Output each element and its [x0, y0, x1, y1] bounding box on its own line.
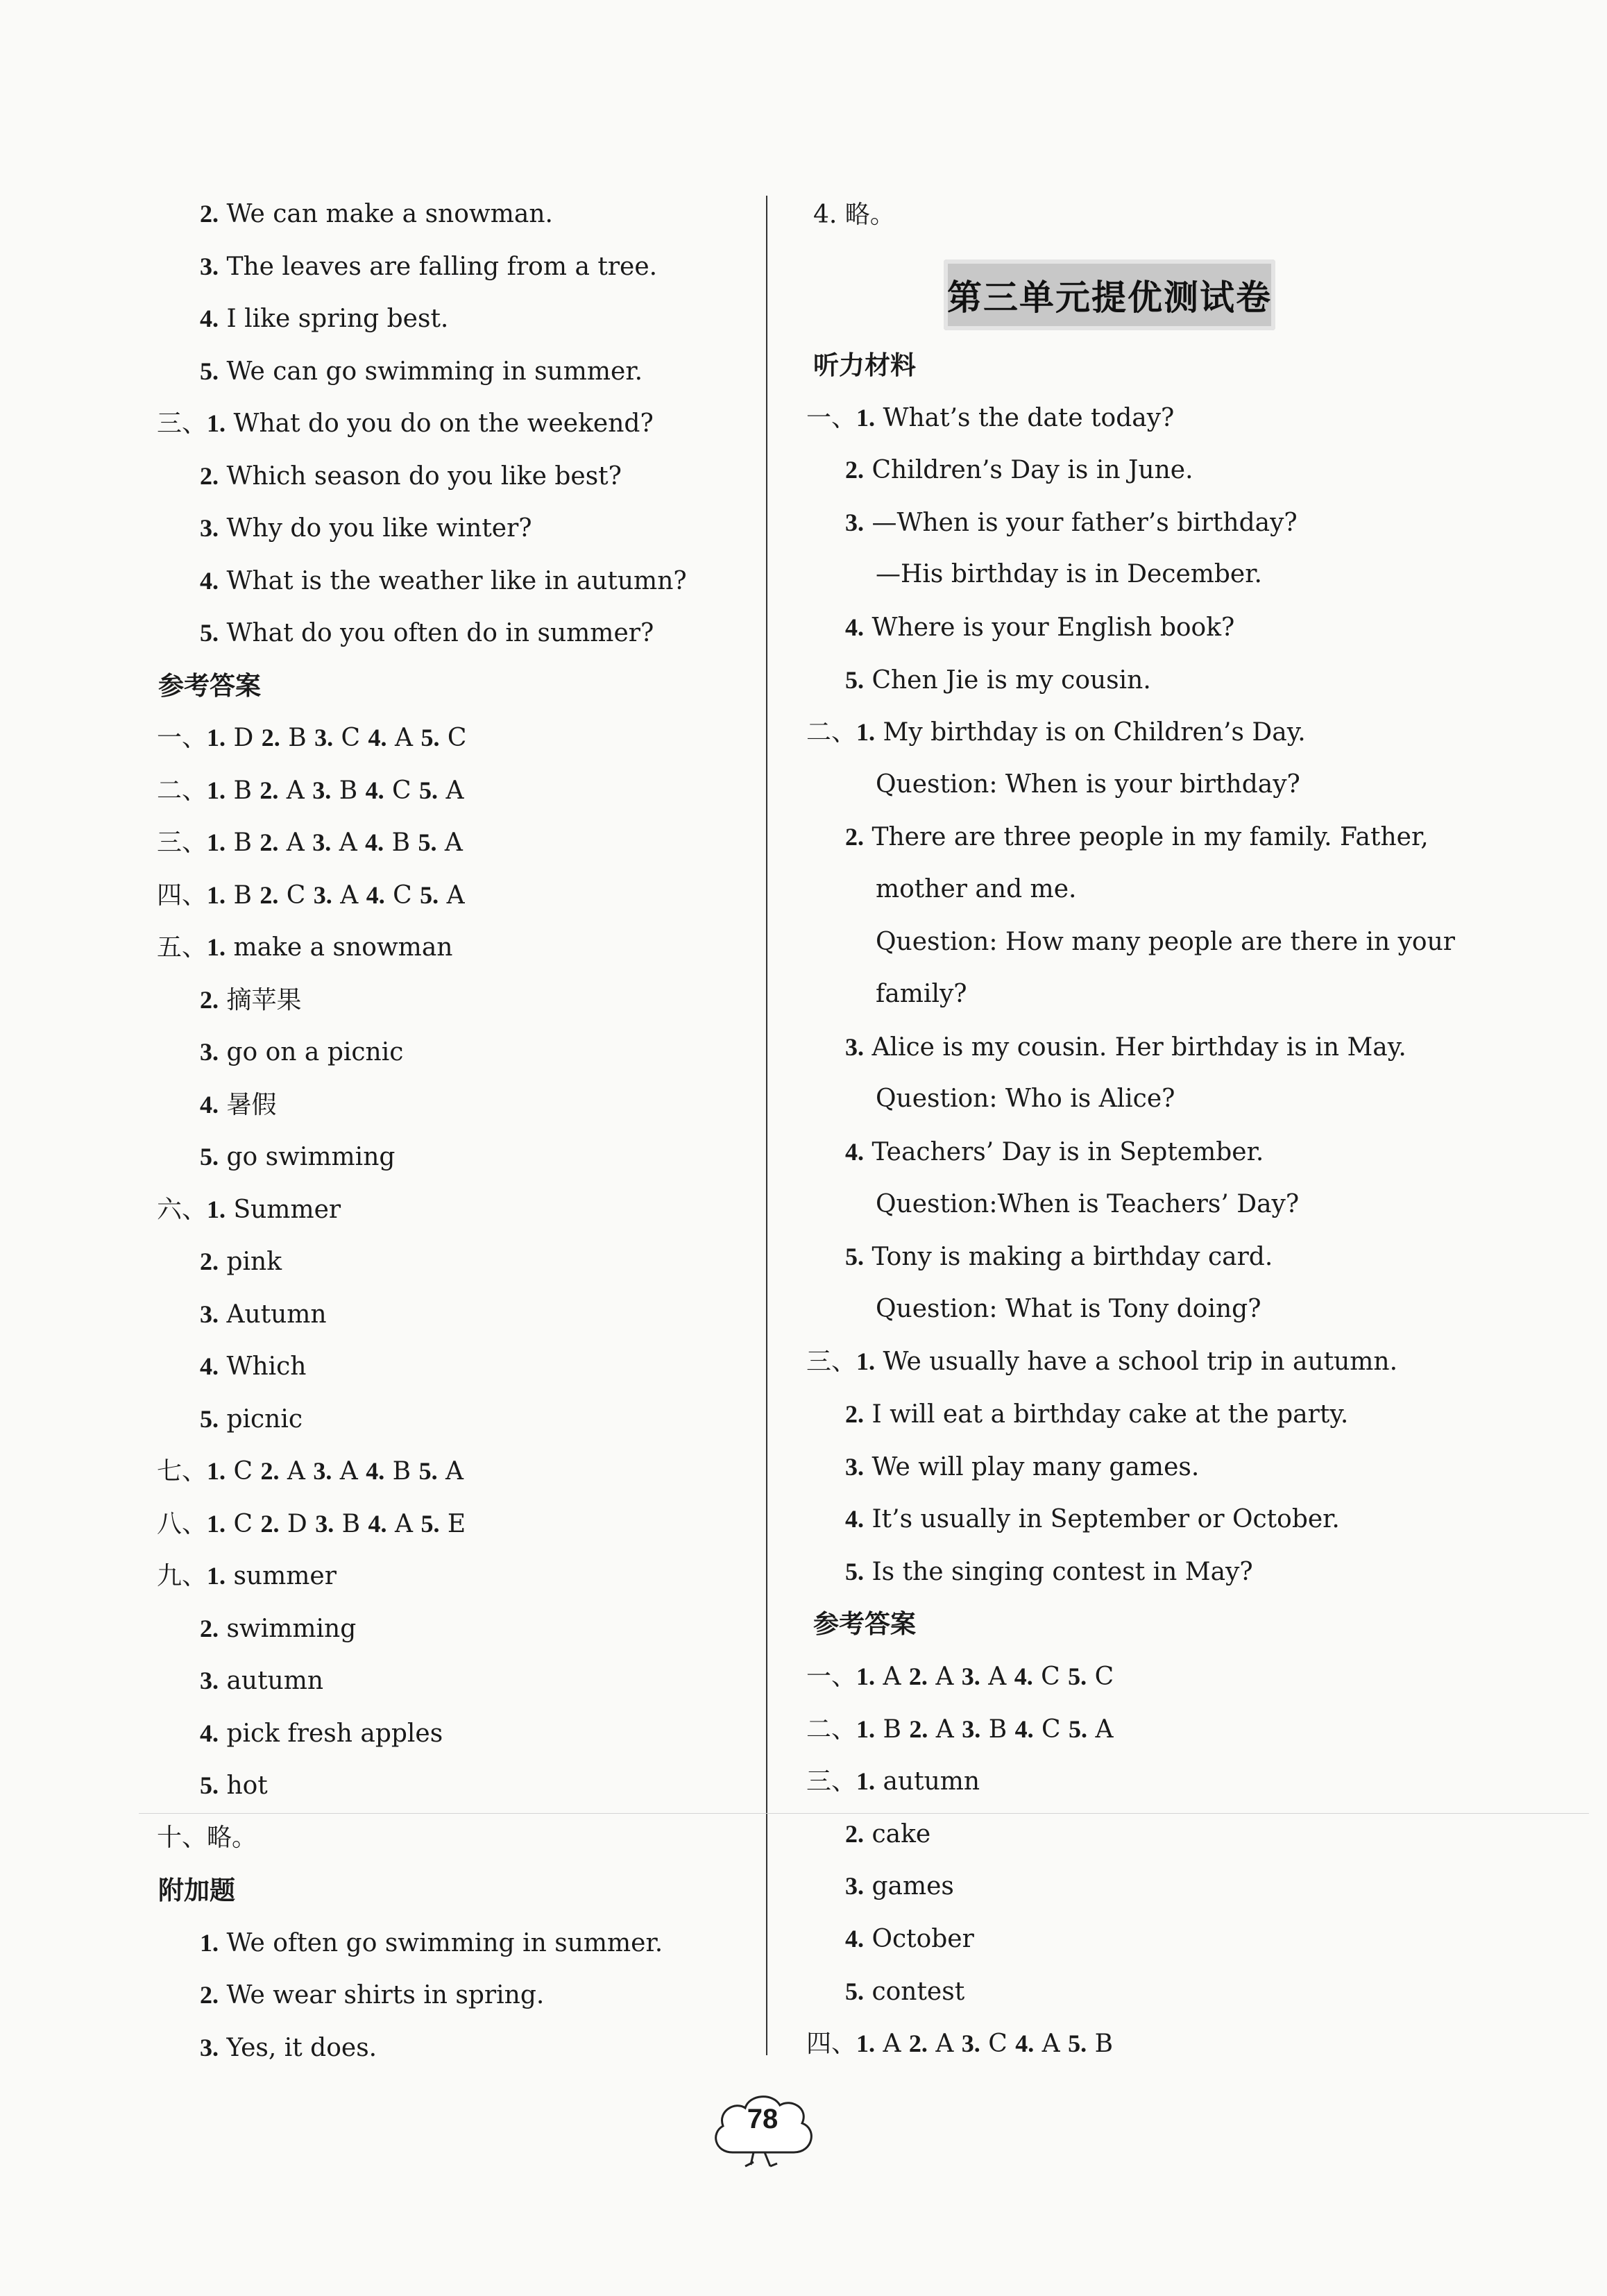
item-number: 4.	[200, 1719, 219, 1747]
section-heading	[158, 1878, 235, 1903]
item-text: B	[384, 828, 418, 857]
answer-line	[845, 1926, 974, 1952]
item-number: 5.	[200, 619, 219, 647]
item-number: 2.	[260, 1509, 280, 1538]
item-text: A	[928, 1715, 962, 1744]
item-number: 4.	[845, 613, 864, 641]
item-text: My birthday is on Children’s Day.	[875, 718, 1306, 747]
item-text: What’s the date today?	[875, 403, 1175, 432]
item-text: swimming	[219, 1614, 357, 1643]
section-heading	[158, 670, 261, 701]
item-number: 2.	[260, 1457, 280, 1485]
answer-line	[845, 1402, 1348, 1427]
answer-line	[845, 1821, 930, 1847]
item-text: C	[333, 724, 368, 752]
item-number: 2.	[260, 881, 279, 909]
item-text: cake	[864, 1819, 931, 1848]
item-text: We often go swimming in summer.	[219, 1928, 663, 1957]
item-text: A	[875, 1663, 909, 1691]
item-text: Why do you like winter?	[219, 514, 532, 543]
item-number: 4.	[845, 1505, 864, 1533]
item-text: go on a picnic	[219, 1038, 404, 1066]
item-text: B	[980, 1715, 1015, 1744]
answer-line	[200, 1302, 327, 1327]
item-text: A	[279, 1457, 314, 1486]
item-number: 1.	[200, 1928, 219, 1957]
item-number: 4.	[365, 776, 384, 804]
item-text: 三、	[806, 1347, 857, 1377]
item-text: Question:When is Teachers’ Day?	[876, 1189, 1300, 1218]
answer-line	[806, 720, 1306, 745]
item-text: D	[279, 1509, 316, 1538]
answer-line	[200, 2035, 377, 2061]
item-number: 3.	[200, 1300, 219, 1328]
item-text: A	[436, 828, 463, 857]
item-text: C	[226, 1457, 261, 1486]
item-number: 4.	[200, 1090, 219, 1119]
item-text: —When is your father’s birthday?	[864, 508, 1298, 537]
item-number: 3.	[845, 508, 864, 536]
answer-line	[845, 1244, 1273, 1270]
item-number: 5.	[200, 1143, 219, 1171]
item-text: autumn	[219, 1667, 324, 1695]
item-text: C	[1033, 1715, 1069, 1744]
item-text: B	[875, 1715, 910, 1744]
answer-line	[200, 1249, 282, 1275]
item-text: A	[386, 1509, 421, 1538]
item-text: 五、	[157, 933, 207, 962]
item-text: 六、	[157, 1195, 207, 1224]
item-text: autumn	[875, 1767, 980, 1796]
item-number: 2.	[261, 724, 280, 751]
section-heading	[813, 1609, 916, 1640]
item-text: pink	[219, 1248, 282, 1276]
answer-line	[200, 1092, 276, 1118]
item-number: 5.	[200, 1771, 219, 1799]
item-number: 3.	[200, 2033, 219, 2061]
item-text: C	[439, 724, 467, 752]
answer-line	[876, 877, 1076, 902]
item-number: 4.	[365, 828, 384, 856]
answer-line	[845, 1979, 964, 2005]
item-text: A	[980, 1663, 1014, 1691]
item-text: A	[439, 881, 465, 910]
item-number: 2.	[260, 828, 279, 856]
item-number: 3.	[200, 252, 219, 280]
item-number: 1.	[856, 718, 876, 747]
item-number: 1.	[856, 1347, 876, 1376]
item-text: 三、	[806, 1767, 857, 1796]
answer-line	[157, 1823, 257, 1852]
item-number: 4.	[368, 724, 387, 751]
item-text: B	[226, 776, 260, 805]
item-text: 一、	[806, 403, 857, 432]
answer-line	[876, 1189, 1300, 1218]
item-text: It’s usually in September or October.	[864, 1505, 1340, 1534]
item-number: 2.	[845, 823, 864, 851]
item-text: 三、	[157, 409, 207, 438]
answer-line	[876, 1087, 1175, 1112]
item-number: 2.	[200, 200, 219, 228]
item-number: 1.	[856, 1767, 876, 1796]
item-number: 5.	[845, 665, 864, 694]
item-number: 2.	[845, 1819, 864, 1848]
item-number: 1.	[207, 1457, 226, 1485]
answer-line	[845, 1032, 1406, 1062]
item-text: C	[384, 881, 420, 910]
item-number: 3.	[313, 1457, 332, 1485]
item-number: 1.	[207, 1509, 226, 1538]
item-text: What is the weather like in autumn?	[219, 566, 687, 595]
answer-line	[806, 1717, 1113, 1742]
item-number: 1.	[856, 2030, 876, 2058]
item-text: contest	[864, 1977, 965, 2006]
item-text: Summer	[226, 1195, 341, 1224]
answer-line	[200, 1406, 303, 1432]
item-text: We will play many games.	[864, 1452, 1200, 1481]
item-number: 1.	[856, 403, 876, 432]
answer-line	[200, 516, 532, 541]
page-number-badge	[705, 2084, 820, 2175]
item-text: 听力材料	[813, 350, 916, 380]
item-text: family?	[876, 980, 967, 1009]
item-text: B	[226, 881, 260, 910]
item-number: 2.	[200, 461, 219, 490]
answer-line	[845, 615, 1234, 640]
item-text: A	[278, 776, 313, 805]
item-text: Alice is my cousin. Her birthday is in May.	[864, 1032, 1406, 1062]
item-text: 四、	[157, 881, 207, 910]
item-number: 5.	[418, 1457, 438, 1485]
answer-line	[200, 306, 448, 332]
item-number: 2.	[200, 1981, 219, 2009]
answer-line	[200, 1668, 323, 1694]
item-number: 3.	[961, 1663, 980, 1690]
answer-line	[845, 510, 1298, 536]
item-number: 1.	[207, 724, 226, 751]
item-number: 3.	[313, 881, 332, 909]
item-text: We usually have a school trip in autumn.	[875, 1347, 1398, 1377]
answer-line	[200, 987, 301, 1013]
item-number: 2.	[845, 456, 864, 484]
item-text: C	[278, 881, 314, 910]
item-number: 4.	[366, 881, 385, 909]
answer-line	[157, 1563, 337, 1589]
item-number: 3.	[845, 1452, 864, 1481]
item-number: 5.	[419, 776, 439, 804]
item-text: summer	[226, 1562, 337, 1590]
item-number: 5.	[200, 1404, 219, 1433]
item-number: 4.	[200, 566, 219, 595]
answer-line	[876, 562, 1262, 587]
answer-line	[157, 1459, 464, 1484]
item-number: 5.	[420, 1509, 440, 1538]
item-number: 4.	[1014, 1663, 1033, 1690]
item-text: A	[1087, 1715, 1114, 1744]
answer-line	[200, 1721, 443, 1746]
item-text: 摘苹果	[219, 985, 302, 1014]
item-text: Chen Jie is my cousin.	[864, 665, 1151, 695]
item-number: 3.	[314, 724, 334, 751]
item-number: 5.	[200, 357, 219, 385]
item-text: C	[1032, 1663, 1069, 1691]
item-number: 5.	[420, 724, 440, 751]
item-text: Children’s Day is in June.	[864, 456, 1193, 485]
item-text: B	[384, 1457, 419, 1486]
answer-line	[157, 778, 464, 803]
item-text: 四、	[806, 2030, 857, 2059]
item-number: 5.	[845, 1977, 864, 2005]
item-number: 3.	[845, 1872, 864, 1900]
item-number: 2.	[200, 1248, 219, 1275]
item-text: 九、	[157, 1562, 207, 1590]
item-number: 4.	[200, 305, 219, 332]
item-number: 4.	[368, 1509, 387, 1538]
answer-line	[876, 1294, 1261, 1323]
answer-line	[876, 982, 967, 1007]
item-text: Autumn	[219, 1300, 327, 1329]
answer-line	[157, 411, 654, 436]
item-text: games	[864, 1872, 954, 1901]
item-text: B	[331, 776, 366, 805]
item-text: I like spring best.	[219, 305, 449, 333]
item-number: 5.	[845, 1557, 864, 1585]
item-number: 2.	[909, 1715, 928, 1743]
item-text: 暑假	[219, 1090, 277, 1119]
answer-line	[157, 725, 466, 751]
item-text: 二、	[806, 1715, 857, 1744]
item-text: A	[437, 1457, 464, 1486]
item-number: 5.	[1068, 2030, 1087, 2058]
answer-line	[200, 568, 687, 594]
answer-line	[157, 935, 452, 960]
item-text: 八、	[157, 1509, 207, 1538]
item-text: Teachers’ Day is in September.	[864, 1138, 1264, 1166]
answer-line	[845, 1506, 1340, 1532]
column-divider	[766, 196, 767, 2055]
item-text: —His birthday is in December.	[876, 560, 1262, 589]
item-number: 3.	[200, 1667, 219, 1694]
item-text: Tony is making a birthday card.	[864, 1243, 1273, 1272]
answer-line	[876, 769, 1300, 799]
item-text: B	[226, 828, 260, 857]
item-number: 3.	[315, 1509, 334, 1538]
item-text: Which	[219, 1352, 307, 1381]
answer-line	[157, 1197, 341, 1223]
item-number: 3.	[845, 1032, 864, 1061]
item-number: 1.	[207, 1562, 226, 1590]
item-text: A	[438, 776, 464, 805]
item-text: A	[927, 2030, 962, 2059]
item-text: Is the singing contest in May?	[864, 1557, 1253, 1586]
item-number: 1.	[207, 1195, 226, 1223]
answer-line	[806, 1664, 1114, 1690]
item-text: A	[332, 1457, 366, 1486]
answer-line	[806, 1349, 1397, 1375]
section-heading	[813, 352, 916, 378]
item-text: C	[980, 2030, 1016, 2059]
scan-line	[139, 1813, 1589, 1814]
answer-line	[157, 883, 465, 908]
item-text: Question: When is your birthday?	[876, 769, 1300, 799]
answer-line	[845, 1454, 1199, 1480]
item-text: A	[332, 881, 366, 910]
item-number: 1.	[207, 409, 226, 437]
answer-line	[200, 1930, 663, 1956]
item-number: 5.	[420, 881, 439, 909]
answer-line	[157, 1511, 466, 1537]
item-number: 4.	[845, 1138, 864, 1166]
answer-line	[876, 927, 1455, 956]
item-text: The leaves are falling from a tree.	[219, 252, 658, 281]
item-number: 1.	[207, 776, 226, 804]
item-number: 2.	[845, 1400, 864, 1428]
item-text: Question: How many people are there in your	[876, 927, 1455, 956]
item-text: pick fresh apples	[219, 1719, 443, 1748]
item-number: 2.	[908, 1663, 928, 1690]
item-text: B	[1087, 2030, 1114, 2059]
answer-line	[200, 1773, 268, 1798]
item-text: A	[278, 828, 313, 857]
item-text: A	[1034, 2030, 1069, 2059]
item-text: What do you often do in summer?	[219, 619, 654, 647]
item-text: We can go swimming in summer.	[219, 357, 643, 386]
item-number: 3.	[962, 1715, 981, 1743]
answer-line	[806, 2031, 1113, 2057]
item-text: What do you do on the weekend?	[226, 409, 654, 438]
item-text: 三、	[157, 828, 207, 857]
item-number: 1.	[207, 828, 226, 856]
answer-line	[845, 1139, 1264, 1165]
answer-line	[806, 1769, 980, 1794]
answer-line	[200, 359, 643, 384]
item-number: 3.	[312, 828, 332, 856]
item-number: 3.	[312, 776, 332, 804]
item-number: 1.	[856, 1715, 876, 1743]
answer-line	[845, 667, 1151, 693]
item-text: I will eat a birthday cake at the party.	[864, 1400, 1349, 1429]
item-text: We wear shirts in spring.	[219, 1981, 545, 2009]
item-number: 2.	[200, 985, 219, 1014]
item-text: 二、	[806, 718, 857, 747]
item-number: 1.	[207, 933, 226, 961]
item-text: 七、	[157, 1457, 207, 1486]
item-text: Question: Who is Alice?	[876, 1085, 1175, 1114]
item-text: Which season do you like best?	[219, 461, 622, 491]
item-text: 参考答案	[158, 670, 261, 701]
item-text: October	[864, 1925, 974, 1953]
right-top-line: 4. 略。	[813, 201, 895, 229]
item-text: E	[439, 1509, 466, 1538]
item-number: 5.	[845, 1243, 864, 1271]
item-number: 3.	[200, 514, 219, 542]
item-number: 3.	[961, 2030, 980, 2058]
item-text: A	[875, 2030, 909, 2059]
item-text: A	[331, 828, 366, 857]
item-number: 3.	[200, 1038, 219, 1066]
item-text: A	[927, 1663, 962, 1691]
item-number: 5.	[1068, 1663, 1087, 1690]
item-text: 十、略。	[157, 1823, 257, 1852]
answer-line	[845, 1873, 954, 1899]
item-text: B	[280, 724, 315, 752]
item-text: picnic	[219, 1404, 303, 1434]
item-text: There are three people in my family. Father,	[864, 823, 1429, 852]
answer-line	[200, 1982, 544, 2008]
item-text: make a snowman	[226, 933, 453, 962]
item-number: 1.	[207, 881, 226, 909]
answer-line	[200, 620, 654, 646]
item-text: hot	[219, 1771, 268, 1800]
item-text: go swimming	[219, 1143, 396, 1171]
item-text: 附加题	[158, 1876, 235, 1905]
answer-line	[200, 1039, 403, 1065]
item-number: 5.	[1069, 1715, 1088, 1743]
item-text: We can make a snowman.	[219, 200, 553, 228]
item-number: 2.	[260, 776, 279, 804]
item-text: mother and me.	[876, 875, 1077, 903]
answer-line	[200, 1144, 395, 1170]
item-text: C	[1087, 1663, 1114, 1691]
item-number: 4.	[200, 1352, 219, 1380]
answer-line	[845, 457, 1193, 483]
item-text: 二、	[157, 776, 207, 805]
item-number: 4.	[1014, 1715, 1034, 1743]
answer-line	[845, 824, 1429, 850]
item-text: A	[386, 724, 421, 752]
item-text: C	[226, 1509, 261, 1538]
section-title-box	[944, 260, 1275, 330]
answer-line	[806, 405, 1174, 431]
item-text: 参考答案	[813, 1609, 916, 1640]
item-number: 5.	[418, 828, 437, 856]
item-text: C	[384, 776, 420, 805]
item-number: 2.	[908, 2030, 928, 2058]
item-text: D	[226, 724, 262, 752]
item-text: Where is your English book?	[864, 613, 1235, 642]
item-number: 1.	[856, 1663, 876, 1690]
item-text: Yes, it does.	[219, 2033, 377, 2062]
answer-line	[200, 1354, 307, 1379]
item-number: 4.	[845, 1925, 864, 1953]
answer-line	[845, 1559, 1253, 1585]
page-number: 78	[747, 2104, 779, 2134]
item-number: 2.	[200, 1614, 219, 1642]
item-text: 一、	[157, 724, 207, 752]
section-title: 第三单元提优测试卷	[947, 278, 1272, 318]
item-number: 4.	[1015, 2030, 1035, 2058]
answer-line	[200, 1616, 356, 1642]
item-text: 一、	[806, 1663, 857, 1691]
item-text: Question: What is Tony doing?	[876, 1294, 1261, 1323]
item-text: B	[334, 1509, 368, 1538]
answer-line	[200, 201, 553, 227]
item-number: 4.	[366, 1457, 385, 1485]
answer-line	[157, 830, 463, 856]
answer-line	[200, 461, 622, 491]
answer-line	[200, 254, 657, 280]
